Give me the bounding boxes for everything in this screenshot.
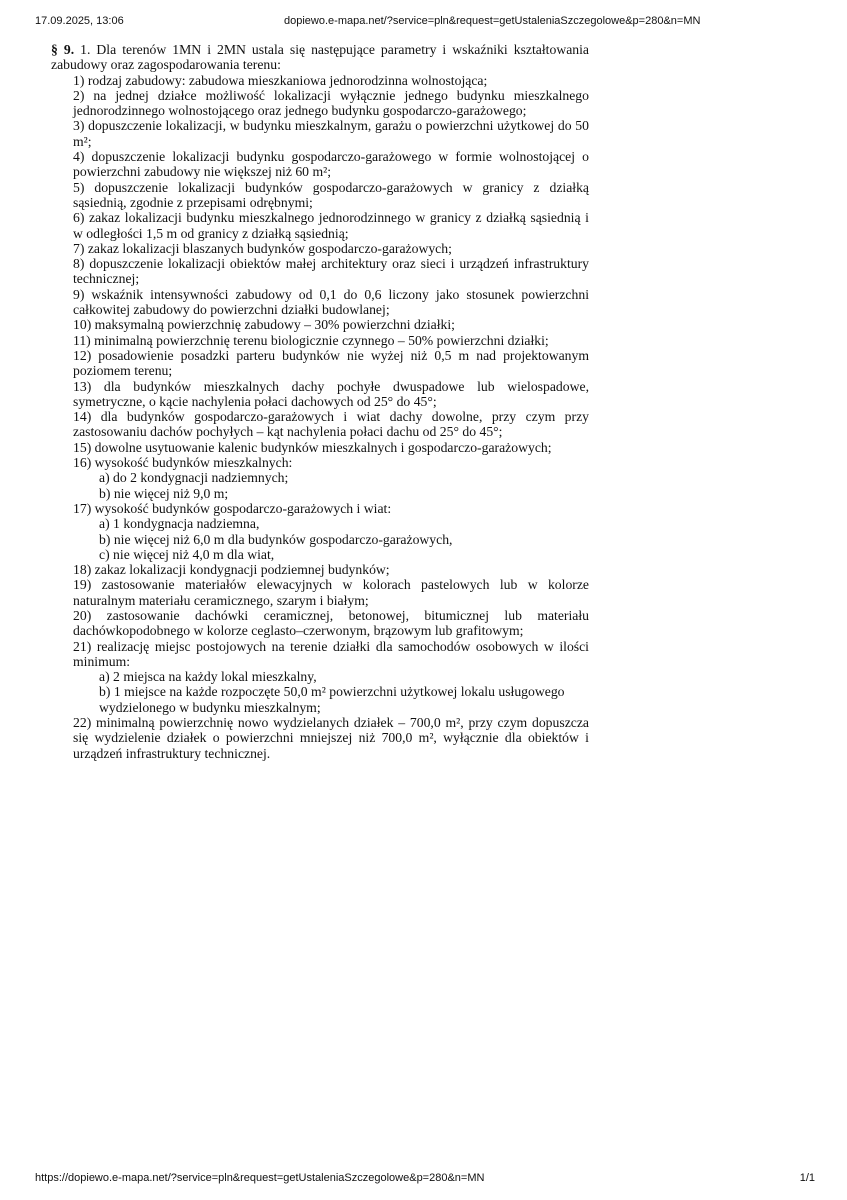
list-subitem: b) nie więcej niż 6,0 m dla budynków gospodarczo-garażowych, xyxy=(99,531,453,547)
print-header-url: dopiewo.e-mapa.net/?service=pln&request=getUstaleniaSzczegolowe&p=280&n=MN xyxy=(284,15,701,27)
list-item: 21) realizację miejsc postojowych na terenie działki dla samochodów osobowych w ilości minimum: xyxy=(73,638,589,669)
list-item: 19) zastosowanie materiałów elewacyjnych w kolorach pastelowych lub w kolorze naturalnym materiału ceramicznego, szarym i białym; xyxy=(73,577,589,608)
list-subitem: a) do 2 kondygnacji nadziemnych; xyxy=(99,470,289,486)
print-footer-url: https://dopiewo.e-mapa.net/?service=pln&request=getUstaleniaSzczegolowe&p=280&n=MN xyxy=(35,1172,485,1184)
list-item: 5) dopuszczenie lokalizacji budynków gospodarczo-garażowych w granicy z działką sąsiednią, zgodnie z przepisami odrębnymi; xyxy=(73,179,589,210)
list-item: 9) wskaźnik intensywności zabudowy od 0,1 do 0,6 liczony jako stosunek powierzchni całkowitej zabudowy do powierzchni działki budowlanej; xyxy=(73,286,589,318)
list-item: 17) wysokość budynków gospodarczo-garażowych i wiat: xyxy=(73,500,392,516)
list-item: 11) minimalną powierzchnię terenu biologicznie czynnego – 50% powierzchni działki; xyxy=(73,332,549,348)
list-item: 16) wysokość budynków mieszkalnych: xyxy=(73,455,293,471)
list-item: 18) zakaz lokalizacji kondygnacji podziemnej budynków; xyxy=(73,562,390,578)
list-item: 6) zakaz lokalizacji budynku mieszkalnego jednorodzinnego w granicy z działką sąsiednią i w odległości 1,5 m od granicy z działką sąsiednią; xyxy=(73,210,589,241)
list-item: 20) zastosowanie dachówki ceramicznej, betonowej, bitumicznej lub materiału dachówkopodobnego w kolorze ceglasto–czerwonym, brązowym lub grafitowym; xyxy=(73,607,589,639)
list-subitem: a) 2 miejsca na każdy lokal mieszkalny, xyxy=(99,669,317,685)
page-number: 1/1 xyxy=(799,1172,815,1184)
document-body xyxy=(51,42,589,761)
list-subitem: a) 1 kondygnacja nadziemna, xyxy=(99,516,260,532)
section-mark: § 9. xyxy=(51,42,75,57)
list-item: 10) maksymalną powierzchnię zabudowy – 30% powierzchni działki; xyxy=(73,317,455,333)
list-subitem: c) nie więcej niż 4,0 m dla wiat, xyxy=(99,546,275,562)
list-item: 3) dopuszczenie lokalizacji, w budynku mieszkalnym, garażu o powierzchni użytkowej do 50 m²; xyxy=(73,118,589,149)
section-intro xyxy=(51,42,589,73)
list-item: 22) minimalną powierzchnię nowo wydzielanych działek – 700,0 m², przy czym dopuszcza się wydzielenie działek o powierzchni mniejszej niż 700,0 m², wyłącznie dla obiektów i urządzeń infrastruktury technicznej. xyxy=(73,715,589,761)
print-datetime: 17.09.2025, 13:06 xyxy=(35,15,124,27)
list-item: 7) zakaz lokalizacji blaszanych budynków gospodarczo-garażowych; xyxy=(73,240,452,256)
list-item: 14) dla budynków gospodarczo-garażowych i wiat dachy dowolne, przy czym przy zastosowaniu dachów pochyłych – kąt nachylenia połaci dachu od 25° do 45°; xyxy=(73,409,589,440)
list-item: 12) posadowienie posadzki parteru budynków nie wyżej niż 0,5 m nad projektowanym poziomem terenu; xyxy=(73,347,589,379)
list-item: 1) rodzaj zabudowy: zabudowa mieszkaniowa jednorodzinna wolnostojąca; xyxy=(73,72,488,88)
list-item: 8) dopuszczenie lokalizacji obiektów małej architektury oraz sieci i urządzeń infrastruktury technicznej; xyxy=(73,256,589,287)
list-item: 4) dopuszczenie lokalizacji budynku gospodarczo-garażowego w formie wolnostojącej o powierzchni zabudowy nie większej niż 60 m²; xyxy=(73,149,589,180)
list-subitem: b) 1 miejsce na każde rozpoczęte 50,0 m² powierzchni użytkowej lokalu usługowego wydzielonego w budynku mieszkalnym; xyxy=(99,684,565,715)
section-intro-text: 1. Dla terenów 1MN i 2MN ustala się następujące parametry i wskaźniki kształtowania zabudowy oraz zagospodarowania terenu: xyxy=(51,42,590,73)
list-item: 2) na jednej działce możliwość lokalizacji wyłącznie jednego budynku mieszkalnego jednorodzinnego wolnostojącego oraz jednego budynku gospodarczo-garażowego; xyxy=(73,87,589,119)
list-subitem: b) nie więcej niż 9,0 m; xyxy=(99,485,229,501)
list-item: 15) dowolne usytuowanie kalenic budynków mieszkalnych i gospodarczo-garażowych; xyxy=(73,439,552,455)
list-item: 13) dla budynków mieszkalnych dachy pochyłe dwuspadowe lub wielospadowe, symetryczne, o kącie nachylenia połaci dachowych od 25° do 45°; xyxy=(73,378,589,409)
